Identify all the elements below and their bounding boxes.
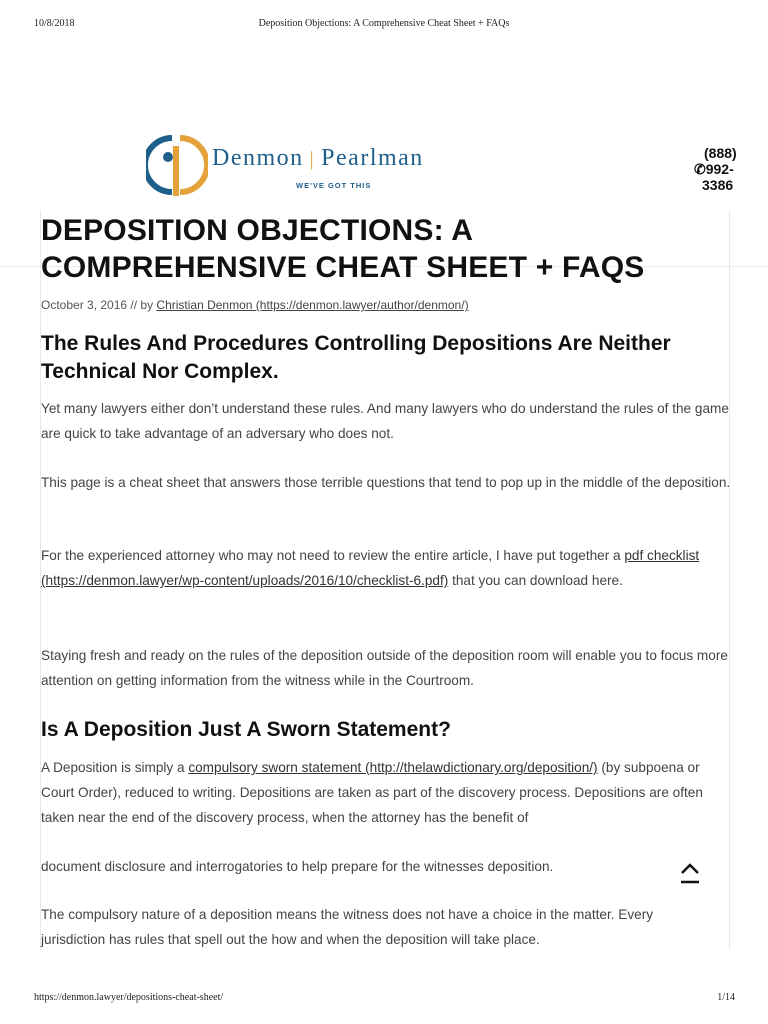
article-title: DEPOSITION OBJECTIONS: A COMPREHENSIVE CHEAT SHEET + FAQS bbox=[41, 214, 645, 284]
logo-tagline: WE'VE GOT THIS bbox=[296, 181, 372, 190]
print-url: https://denmon.lawyer/depositions-cheat-sheet/ bbox=[34, 992, 224, 1003]
phone-number[interactable]: (888) ✆992- 3386 bbox=[694, 145, 737, 193]
page-number: 1/14 bbox=[717, 992, 735, 1003]
print-date: 10/8/2018 bbox=[34, 18, 75, 29]
logo-mark-icon bbox=[146, 132, 208, 204]
paragraph: document disclosure and interrogatories to help prepare for the witnesses deposition. bbox=[41, 859, 554, 874]
site-logo[interactable] bbox=[146, 132, 446, 204]
paragraph: Staying fresh and ready on the rules of the deposition outside of the deposition room will enable you to focus more attention on getting information from the witness while in the Courtroom. bbox=[41, 648, 728, 688]
paragraph: A Deposition is simply a compulsory sworn statement (http://thelawdictionary.org/deposition/) (by subpoena or Court Order), reduced to writing. Depositions are taken as part of the discovery process. Depositions are often taken near the end of the discovery process, when the attorney has the benefit of bbox=[41, 760, 703, 825]
article-meta: October 3, 2016 // by Christian Denmon (https://denmon.lawyer/author/denmon/) bbox=[41, 298, 469, 312]
paragraph: For the experienced attorney who may not need to review the entire article, I have put together a pdf checklist (https://denmon.lawyer/wp-content/uploads/2016/10/checklist-6.pdf) that you can download here. bbox=[41, 548, 700, 588]
post-date: October 3, 2016 bbox=[41, 298, 128, 312]
section-heading: Is A Deposition Just A Sworn Statement? bbox=[41, 718, 451, 741]
definition-link[interactable]: compulsory sworn statement (http://thelawdictionary.org/deposition/) bbox=[188, 760, 598, 775]
phone-icon: ✆ bbox=[694, 161, 706, 177]
scroll-to-top-button[interactable] bbox=[679, 860, 701, 886]
paragraph: The compulsory nature of a deposition means the witness does not have a choice in the matter. Every jurisdiction has rules that spell out the how and when the deposition will take place. bbox=[41, 907, 654, 947]
checklist-link[interactable]: pdf checklist (https://denmon.lawyer/wp-content/uploads/2016/10/checklist-6.pdf) bbox=[41, 548, 700, 588]
print-title: Deposition Objections: A Comprehensive Cheat Sheet + FAQs bbox=[258, 18, 510, 29]
logo-name: Denmon | Pearlman bbox=[212, 145, 424, 171]
chevron-up-icon bbox=[679, 860, 701, 886]
section-heading: The Rules And Procedures Controlling Depositions Are Neither Technical Nor Complex. bbox=[41, 332, 671, 383]
paragraph: This page is a cheat sheet that answers those terrible questions that tend to pop up in the middle of the deposition. bbox=[41, 475, 731, 490]
author-link[interactable]: Christian Denmon (https://denmon.lawyer/author/denmon/) bbox=[156, 298, 469, 312]
paragraph: Yet many lawyers either don’t understand these rules. And many lawyers who do understand the rules of the game are quick to take advantage of an adversary who does not. bbox=[41, 401, 729, 441]
